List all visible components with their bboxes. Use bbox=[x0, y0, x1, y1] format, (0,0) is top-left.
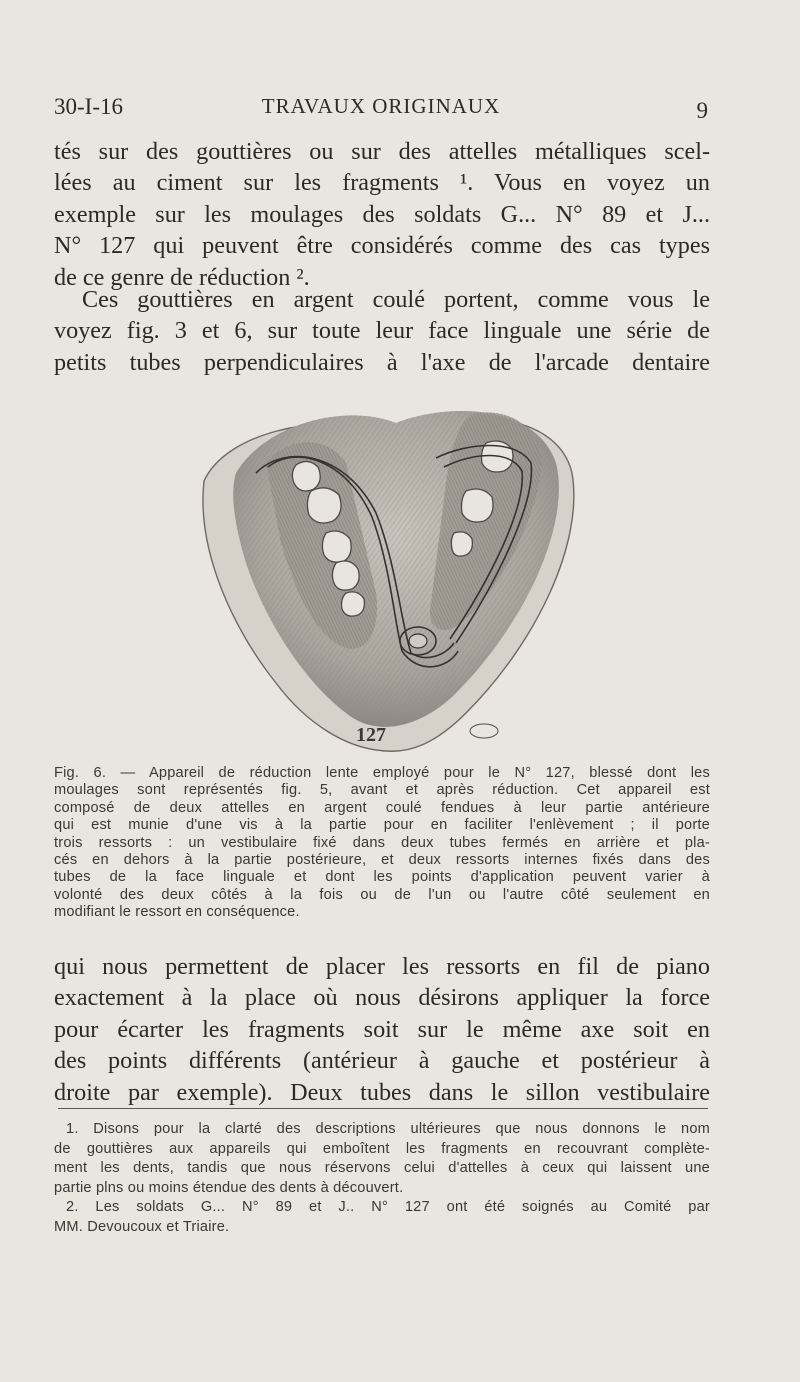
figure-caption bbox=[54, 765, 710, 922]
header-title: TRAVAUX ORIGINAUX bbox=[261, 94, 501, 118]
paragraph-line: de ce genre de réduction ². bbox=[54, 263, 310, 291]
footnote-line: MM. Devoucoux et Triaire. bbox=[54, 1218, 230, 1235]
footnote-line: de gouttières aux appareils qui emboîtent les fragments en recouvrant complète- bbox=[54, 1140, 710, 1157]
footnote-divider bbox=[58, 1108, 708, 1109]
footnote-line: ment les dents, tandis que nous réservons celui d'attelles à ceux qui laissent une bbox=[54, 1160, 710, 1177]
caption-line: modifiant le ressort en conséquence. bbox=[54, 904, 300, 921]
figure-dental-cast bbox=[196, 393, 580, 765]
header-date: 30-I-16 bbox=[54, 94, 123, 119]
caption-line: volonté des deux côtés à la fois ou de l'un ou l'autre côté seulement en bbox=[54, 886, 710, 903]
footnote-line: 2. Les soldats G... N° 89 et J.. N° 127 ont été soignés au Comité par bbox=[66, 1199, 710, 1216]
caption-line: cés en dehors à la partie postérieure, et deux ressorts internes fixés dans des bbox=[54, 852, 710, 869]
engraver-signature bbox=[470, 724, 498, 738]
paragraph-line: pour écarter les fragments soit sur le même axe soit en bbox=[54, 1015, 710, 1043]
caption-line: trois ressorts : un vestibulaire fixé dans deux tubes fermés en arrière et pla- bbox=[54, 834, 710, 851]
paragraph-line: voyez fig. 3 et 6, sur toute leur face linguale une série de bbox=[54, 317, 710, 345]
figure-number-label: 127 bbox=[356, 724, 386, 746]
paragraph-line: droite par exemple). Deux tubes dans le sillon vestibulaire bbox=[54, 1078, 710, 1106]
dental-cast-illustration bbox=[196, 393, 580, 765]
paragraph-line: tés sur des gouttières ou sur des attelles métalliques scel- bbox=[54, 138, 710, 165]
paragraph-3 bbox=[54, 951, 710, 1108]
paragraph-line: petits tubes perpendiculaires à l'axe de l'arcade dentaire bbox=[54, 348, 710, 376]
caption-line: Fig. 6. — Appareil de réduction lente employé pour le N° 127, blessé dont les bbox=[54, 765, 710, 781]
paragraph-line: exemple sur les moulages des soldats G... N° 89 et J... bbox=[54, 200, 710, 228]
paragraph-line: exactement à la place où nous désirons appliquer la force bbox=[54, 984, 710, 1012]
paragraph-line: qui nous permettent de placer les ressorts en fil de piano bbox=[54, 953, 710, 980]
footnote-line: 1. Disons pour la clarté des descriptions ultérieures que nous donnons le nom bbox=[66, 1121, 710, 1137]
running-header bbox=[54, 94, 708, 126]
paragraph-line: N° 127 qui peuvent être considérés comme des cas types bbox=[54, 232, 710, 260]
paragraph-line: Ces gouttières en argent coulé portent, comme vous le bbox=[82, 286, 710, 313]
caption-line: moulages sont représentés fig. 5, avant et après réduction. Cet appareil est bbox=[54, 782, 710, 799]
paragraph-2 bbox=[54, 284, 710, 378]
caption-line: qui est munie d'une vis à la partie pour en faciliter l'enlèvement ; il porte bbox=[54, 817, 710, 834]
caption-line: tubes de la face linguale et dont les points d'application peuvent varier à bbox=[54, 869, 710, 886]
caption-line: composé de deux attelles en argent coulé fendues à leur partie antérieure bbox=[54, 799, 710, 816]
page-number: 9 bbox=[696, 98, 708, 123]
paragraph-1 bbox=[54, 136, 710, 293]
paragraph-line: des points différents (antérieur à gauche et postérieur à bbox=[54, 1047, 710, 1075]
footnote-line: partie plns ou moins étendue des dents à découvert. bbox=[54, 1179, 404, 1196]
footnotes bbox=[54, 1120, 710, 1238]
paragraph-line: lées au ciment sur les fragments ¹. Vous en voyez un bbox=[54, 169, 710, 197]
